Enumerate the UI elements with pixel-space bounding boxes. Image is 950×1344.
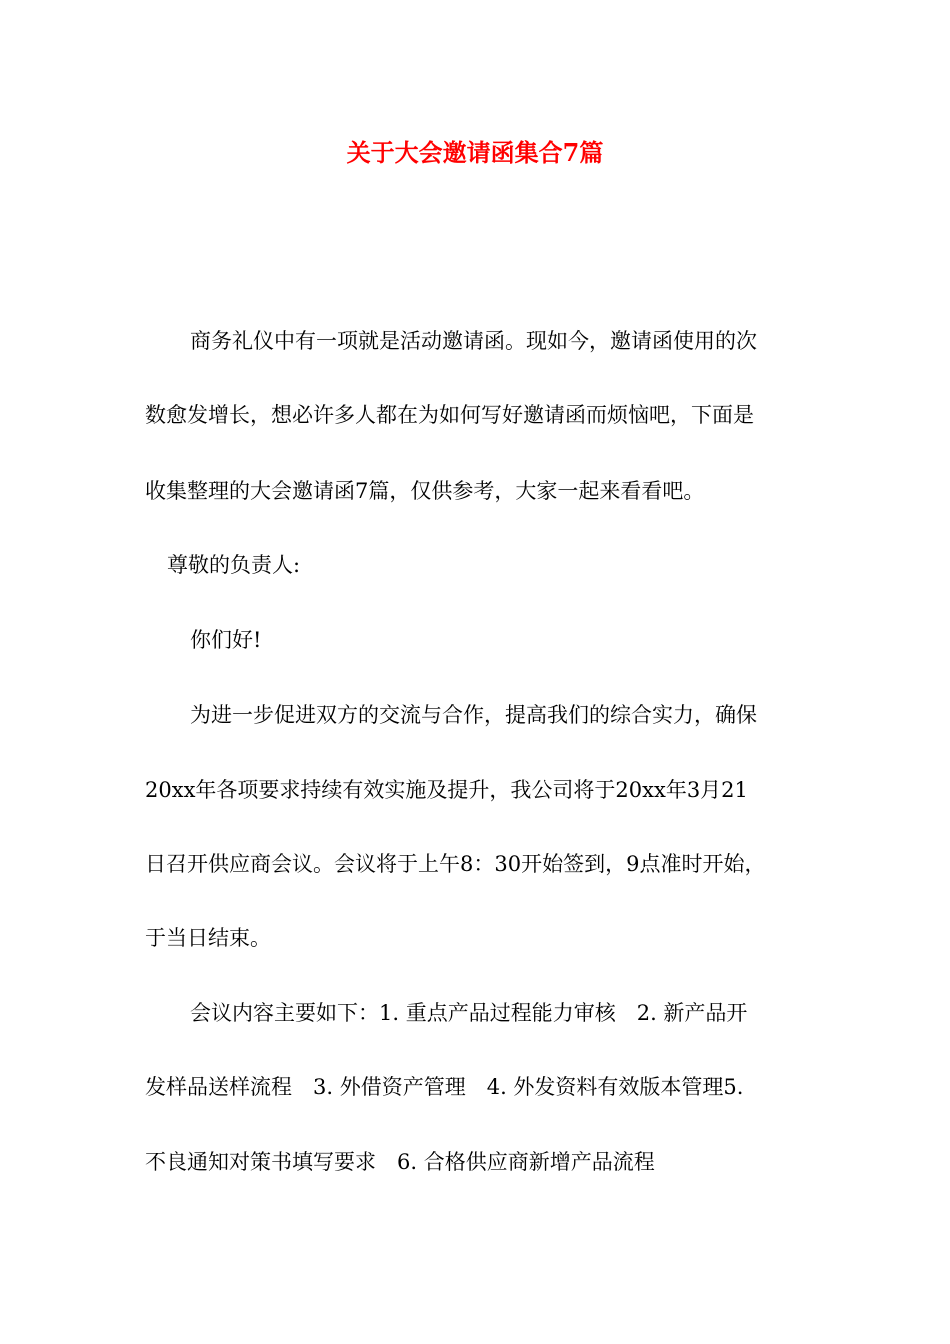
greeting: 你们好! xyxy=(190,628,262,652)
body-line-1: 为进一步促进双方的交流与合作，提高我们的综合实力，确保 xyxy=(190,703,757,727)
salutation: 尊敬的负责人: xyxy=(167,553,301,577)
body-line-4: 于当日结束。 xyxy=(145,926,271,950)
body-line-3: 日召开供应商会议。会议将于上午8：30开始签到，9点准时开始， xyxy=(145,852,766,876)
intro-line-3: 收集整理的大会邀请函7篇，仅供参考，大家一起来看看吧。 xyxy=(145,479,705,503)
content-line-3: 不良通知对策书填写要求 6. 合格供应商新增产品流程 xyxy=(145,1150,655,1174)
content-line-1: 会议内容主要如下：1. 重点产品过程能力审核 2. 新产品开 xyxy=(190,1001,748,1025)
body-line-2: 20xx年各项要求持续有效实施及提升，我公司将于20xx年3月21 xyxy=(145,778,748,802)
intro-line-2: 数愈发增长，想必许多人都在为如何写好邀请函而烦恼吧，下面是 xyxy=(145,403,754,427)
content-line-2: 发样品送样流程 3. 外借资产管理 4. 外发资料有效版本管理5. xyxy=(145,1075,744,1099)
intro-line-1: 商务礼仪中有一项就是活动邀请函。现如今，邀请函使用的次 xyxy=(190,329,757,353)
document-title: 关于大会邀请函集合7篇 xyxy=(346,138,604,167)
